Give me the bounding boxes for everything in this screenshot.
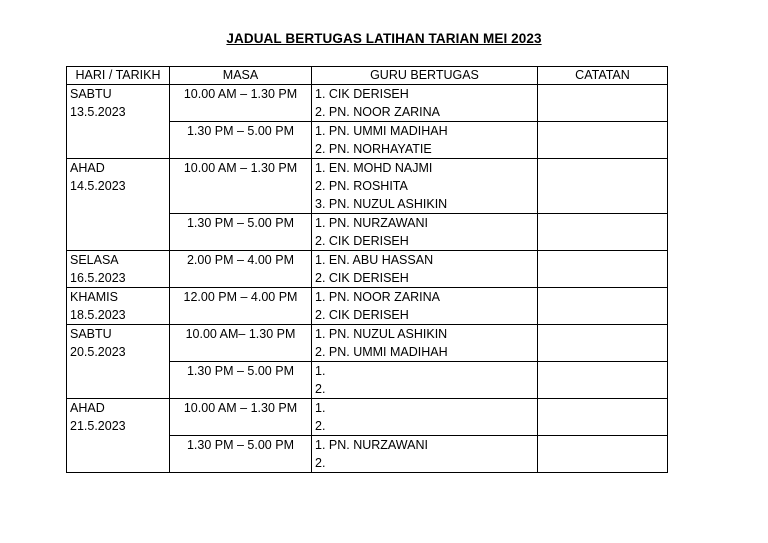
table-row xyxy=(67,288,668,325)
day-date: 18.5.2023 xyxy=(70,308,126,322)
day-date: 16.5.2023 xyxy=(70,271,126,285)
note-cell xyxy=(538,122,668,159)
table-row xyxy=(67,159,668,214)
teachers-cell xyxy=(312,399,538,436)
teacher-entry: 2. CIK DERISEH xyxy=(315,271,409,285)
note-cell xyxy=(538,288,668,325)
teacher-entry: 2. PN. NORHAYATIE xyxy=(315,142,432,156)
teacher-entry: 1. PN. NURZAWANI xyxy=(315,438,428,452)
teacher-entry: 2. xyxy=(315,456,326,470)
session-time: 2.00 PM – 4.00 PM xyxy=(170,251,312,288)
session-time: 1.30 PM – 5.00 PM xyxy=(170,362,312,399)
teacher-entry: 2. xyxy=(315,382,326,396)
session-time: 1.30 PM – 5.00 PM xyxy=(170,214,312,251)
table-row xyxy=(67,325,668,362)
note-cell xyxy=(538,214,668,251)
teacher-entry: 3. PN. NUZUL ASHIKIN xyxy=(315,197,448,211)
day-date-cell xyxy=(67,85,170,159)
day-name: AHAD xyxy=(70,401,105,415)
table-row xyxy=(67,85,668,122)
header-guru-bertugas: GURU BERTUGAS xyxy=(312,67,538,85)
teachers-cell xyxy=(312,436,538,473)
day-name: SELASA xyxy=(70,253,119,267)
teacher-entry: 1. xyxy=(315,401,326,415)
note-cell xyxy=(538,399,668,436)
note-cell xyxy=(538,362,668,399)
duty-schedule-table xyxy=(66,66,668,473)
teachers-cell xyxy=(312,122,538,159)
day-name: SABTU xyxy=(70,87,112,101)
note-cell xyxy=(538,85,668,122)
note-cell xyxy=(538,159,668,214)
header-hari-tarikh: HARI / TARIKH xyxy=(67,67,170,85)
teachers-cell xyxy=(312,214,538,251)
teacher-entry: 2. CIK DERISEH xyxy=(315,234,409,248)
teacher-entry: 1. PN. NOOR ZARINA xyxy=(315,290,441,304)
teacher-entry: 1. CIK DERISEH xyxy=(315,87,409,101)
header-masa: MASA xyxy=(170,67,312,85)
day-date-cell xyxy=(67,399,170,473)
note-cell xyxy=(538,436,668,473)
session-time: 10.00 AM – 1.30 PM xyxy=(170,159,312,214)
teacher-entry: 1. PN. NURZAWANI xyxy=(315,216,428,230)
day-date: 20.5.2023 xyxy=(70,345,126,359)
day-name: KHAMIS xyxy=(70,290,118,304)
day-date: 14.5.2023 xyxy=(70,179,126,193)
teacher-entry: 1. PN. NUZUL ASHIKIN xyxy=(315,327,448,341)
day-date-cell xyxy=(67,251,170,288)
session-time: 1.30 PM – 5.00 PM xyxy=(170,122,312,159)
teacher-entry: 2. CIK DERISEH xyxy=(315,308,409,322)
day-date: 13.5.2023 xyxy=(70,105,126,119)
table-header-row xyxy=(67,67,668,85)
session-time: 10.00 AM – 1.30 PM xyxy=(170,399,312,436)
day-date-cell xyxy=(67,159,170,251)
teachers-cell xyxy=(312,85,538,122)
note-cell xyxy=(538,251,668,288)
table-row xyxy=(67,399,668,436)
teacher-entry: 1. xyxy=(315,364,326,378)
teacher-entry: 1. PN. UMMI MADIHAH xyxy=(315,124,448,138)
teacher-entry: 2. PN. NOOR ZARINA xyxy=(315,105,441,119)
teachers-cell xyxy=(312,362,538,399)
teachers-cell xyxy=(312,288,538,325)
day-date: 21.5.2023 xyxy=(70,419,126,433)
teachers-cell xyxy=(312,325,538,362)
day-date-cell xyxy=(67,288,170,325)
document-title: JADUAL BERTUGAS LATIHAN TARIAN MEI 2023 xyxy=(226,31,542,46)
teacher-entry: 2. PN. ROSHITA xyxy=(315,179,408,193)
teachers-cell xyxy=(312,251,538,288)
session-time: 1.30 PM – 5.00 PM xyxy=(170,436,312,473)
header-catatan: CATATAN xyxy=(538,67,668,85)
teacher-entry: 2. xyxy=(315,419,326,433)
teacher-entry: 1. EN. MOHD NAJMI xyxy=(315,161,433,175)
schedule-body xyxy=(67,85,668,473)
note-cell xyxy=(538,325,668,362)
day-name: AHAD xyxy=(70,161,105,175)
day-name: SABTU xyxy=(70,327,112,341)
session-time: 12.00 PM – 4.00 PM xyxy=(170,288,312,325)
session-time: 10.00 AM– 1.30 PM xyxy=(170,325,312,362)
teachers-cell xyxy=(312,159,538,214)
day-date-cell xyxy=(67,325,170,399)
teacher-entry: 1. EN. ABU HASSAN xyxy=(315,253,434,267)
teacher-entry: 2. PN. UMMI MADIHAH xyxy=(315,345,448,359)
session-time: 10.00 AM – 1.30 PM xyxy=(170,85,312,122)
table-row xyxy=(67,251,668,288)
